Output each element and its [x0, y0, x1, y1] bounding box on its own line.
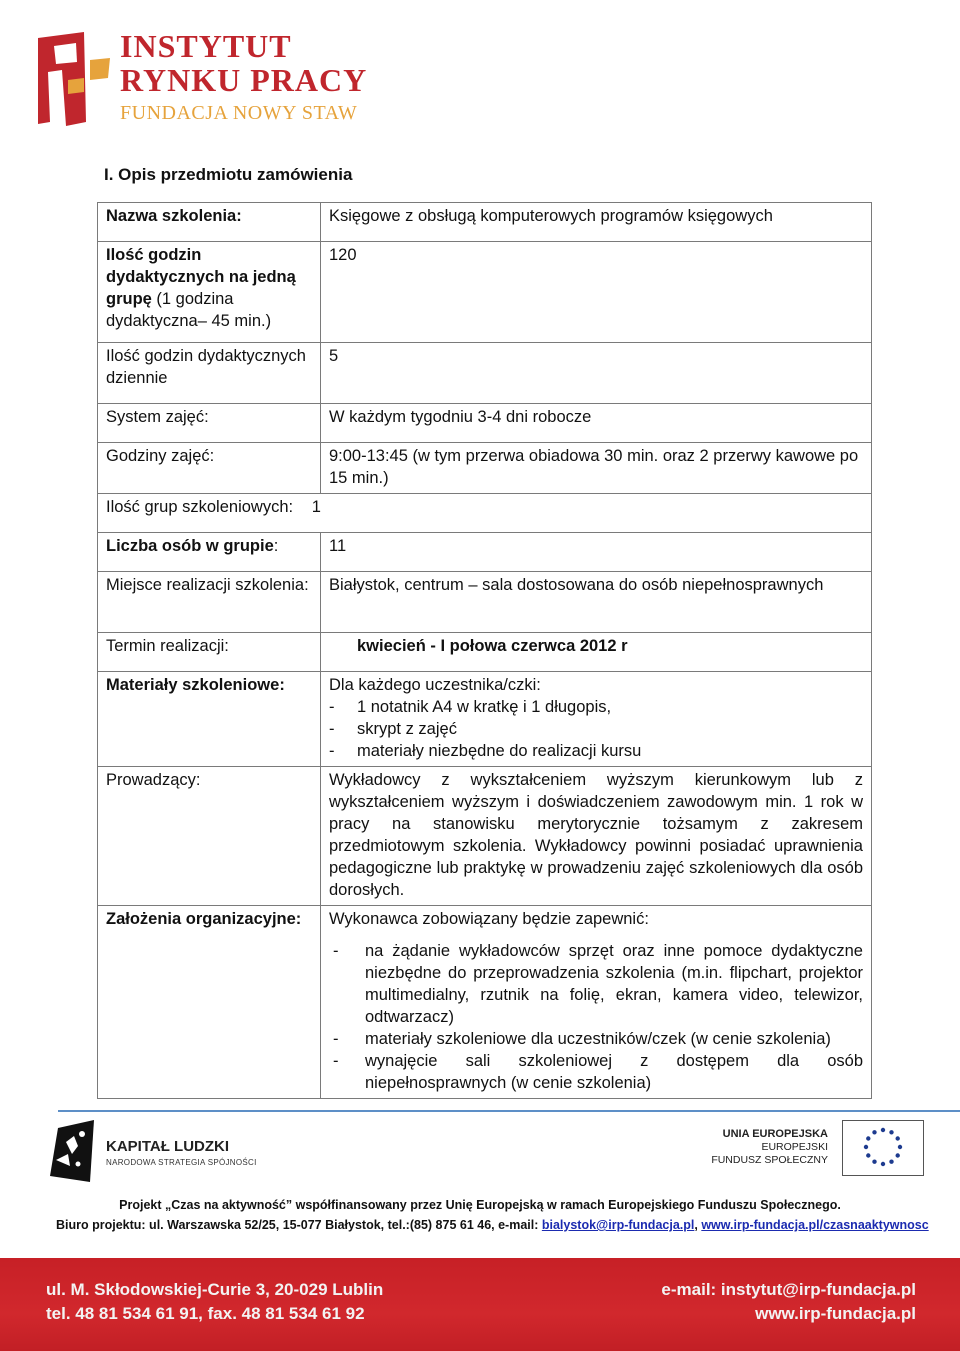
prowadzacy-label: Prowadzący:	[98, 767, 321, 906]
eu-line3: FUNDUSZ SPOŁECZNY	[711, 1154, 828, 1166]
liczba-colon: :	[273, 537, 279, 555]
office-www-link[interactable]: www.irp-fundacja.pl/czasnaaktywnosc	[701, 1218, 929, 1232]
kapital-ludzki-mark-icon	[48, 1120, 98, 1184]
liczba-value: 11	[321, 533, 872, 572]
eu-flag-icon	[842, 1120, 924, 1176]
table-row	[98, 906, 872, 1099]
band-website: www.irp-fundacja.pl	[755, 1304, 916, 1323]
miejsce-label: Miejsce realizacji szkolenia:	[98, 572, 321, 633]
office-address: Biuro projektu: ul. Warszawska 52/25, 15-077 Białystok, tel.:(85) 875 61 46, e-mail:	[56, 1218, 542, 1232]
nazwa-label: Nazwa szkolenia:	[98, 203, 321, 242]
table-row	[98, 767, 872, 906]
list-item-text: 1 notatnik A4 w kratkę i 1 długopis,	[357, 698, 612, 716]
prowadzacy-value: Wykładowcy z wykształceniem wyższym kierunkowym lub z wykształceniem wyższym i doświadczeniem zawodowym min. 1 rok w pracy na stanowisku merytorycznie tożsamym z zakresem przedmiotowym szkolenia. Wykładowcy powinni posiadać uprawnienia pedagogiczne lub praktykę w prowadzeniu zajęć szkoleniowych dla osób dorosłych.	[321, 767, 872, 906]
list-item	[329, 718, 863, 740]
list-item-text: materiały szkoleniowe dla uczestników/czek (w cenie szkolenia)	[365, 1030, 831, 1048]
section-title: I. Opis przedmiotu zamówienia	[104, 165, 353, 184]
table-row	[98, 494, 872, 533]
godziny-value: 120	[321, 242, 872, 343]
eu-text	[711, 1128, 828, 1167]
list-item-text: na żądanie wykładowców sprzęt oraz inne pomoce dydaktyczne niezbędne do przeprowadzenia szkolenia (m.in. flipchart, projektor multimedialny, rzutnik na folię, ekran, kamera video, telewizor, odtwarzacz)	[365, 942, 863, 1026]
list-item	[329, 940, 863, 1028]
zalozenia-list	[329, 940, 863, 1094]
office-email-link[interactable]: bialystok@irp-fundacja.pl	[541, 1218, 695, 1232]
table-row	[98, 404, 872, 443]
spec-table	[97, 202, 872, 1099]
list-dash: -	[329, 742, 335, 760]
table-row	[98, 443, 872, 494]
irp-logo	[32, 22, 372, 132]
list-dash: -	[333, 942, 339, 960]
contact-band	[0, 1258, 960, 1351]
table-row	[98, 343, 872, 404]
list-item	[329, 1028, 863, 1050]
materialy-label: Materiały szkoleniowe:	[98, 672, 321, 767]
eu-line2: EUROPEJSKI	[761, 1141, 828, 1153]
list-item-text: materiały niezbędne do realizacji kursu	[357, 742, 642, 760]
termin-value: kwiecień - I połowa czerwca 2012 r	[321, 633, 872, 672]
band-phone: tel. 48 81 534 61 91, fax. 48 81 534 61 92	[46, 1304, 365, 1323]
grupy-row	[98, 494, 872, 533]
band-address: ul. M. Skłodowskiej-Curie 3, 20-029 Lublin	[46, 1280, 384, 1299]
list-item	[329, 1050, 863, 1094]
kl-title: KAPITAŁ LUDZKI	[106, 1138, 230, 1155]
list-item-text: wynajęcie sali szkoleniowej z dostępem dla osób niepełnosprawnych (w cenie szkolenia)	[365, 1052, 863, 1092]
office-info	[56, 1218, 929, 1232]
list-item-text: skrypt z zajęć	[357, 720, 457, 738]
materialy-value	[321, 672, 872, 767]
logo-subtitle: FUNDACJA NOWY STAW	[120, 102, 358, 124]
table-row	[98, 633, 872, 672]
footer-divider	[58, 1110, 960, 1112]
materialy-intro: Dla każdego uczestnika/czki:	[329, 676, 541, 694]
table-row	[98, 533, 872, 572]
list-item	[329, 740, 863, 762]
godziny-zajec-label: Godziny zajęć:	[98, 443, 321, 494]
project-note: Projekt „Czas na aktywność” współfinansowany przez Unię Europejską w ramach Europejskiego Funduszu Społecznego.	[119, 1198, 841, 1212]
godziny-label	[98, 242, 321, 343]
system-label: System zajęć:	[98, 404, 321, 443]
table-row	[98, 672, 872, 767]
list-dash: -	[333, 1030, 339, 1048]
materialy-list	[329, 696, 863, 762]
table-row	[98, 572, 872, 633]
logo-title-line2: RYNKU PRACY	[120, 62, 368, 98]
list-item	[329, 696, 863, 718]
dziennie-value: 5	[321, 343, 872, 404]
zalozenia-intro: Wykonawca zobowiązany będzie zapewnić:	[329, 910, 649, 928]
table-row	[98, 242, 872, 343]
zalozenia-label: Założenia organizacyjne:	[98, 906, 321, 1099]
termin-label: Termin realizacji:	[98, 633, 321, 672]
eu-line1: UNIA EUROPEJSKA	[722, 1128, 828, 1140]
list-dash: -	[329, 720, 335, 738]
dziennie-label: Ilość godzin dydaktycznych dziennie	[98, 343, 321, 404]
godziny-zajec-value: 9:00-13:45 (w tym przerwa obiadowa 30 min. oraz 2 przerwy kawowe po 15 min.)	[321, 443, 872, 494]
eu-logo	[711, 1118, 928, 1182]
nazwa-value: Księgowe z obsługą komputerowych programów księgowych	[321, 203, 872, 242]
office-sep: ,	[694, 1218, 702, 1232]
grupy-label: Ilość grup szkoleniowych:	[106, 498, 294, 516]
miejsce-value: Białystok, centrum – sala dostosowana do osób niepełnosprawnych	[321, 572, 872, 633]
list-dash: -	[329, 698, 335, 716]
list-dash: -	[333, 1052, 339, 1070]
kapital-ludzki-logo	[48, 1120, 268, 1184]
grupy-value: 1	[311, 498, 321, 516]
system-value: W każdym tygodniu 3-4 dni robocze	[321, 404, 872, 443]
kl-subtitle: NARODOWA STRATEGIA SPÓJNOŚCI	[106, 1158, 257, 1167]
liczba-label-text: Liczba osób w grupie	[106, 537, 274, 555]
logo-title-line1: INSTYTUT	[120, 28, 292, 64]
godziny-label-bold: Ilość godzin dydaktycznych na jedną grupę	[106, 246, 296, 308]
irp-logo-mark-icon	[32, 30, 112, 130]
godziny-label-note: (1 godzina dydaktyczna– 45 min.)	[106, 290, 272, 330]
zalozenia-value	[321, 906, 872, 1099]
liczba-label	[98, 533, 321, 572]
band-email: e-mail: instytut@irp-fundacja.pl	[661, 1280, 916, 1299]
table-row	[98, 203, 872, 242]
